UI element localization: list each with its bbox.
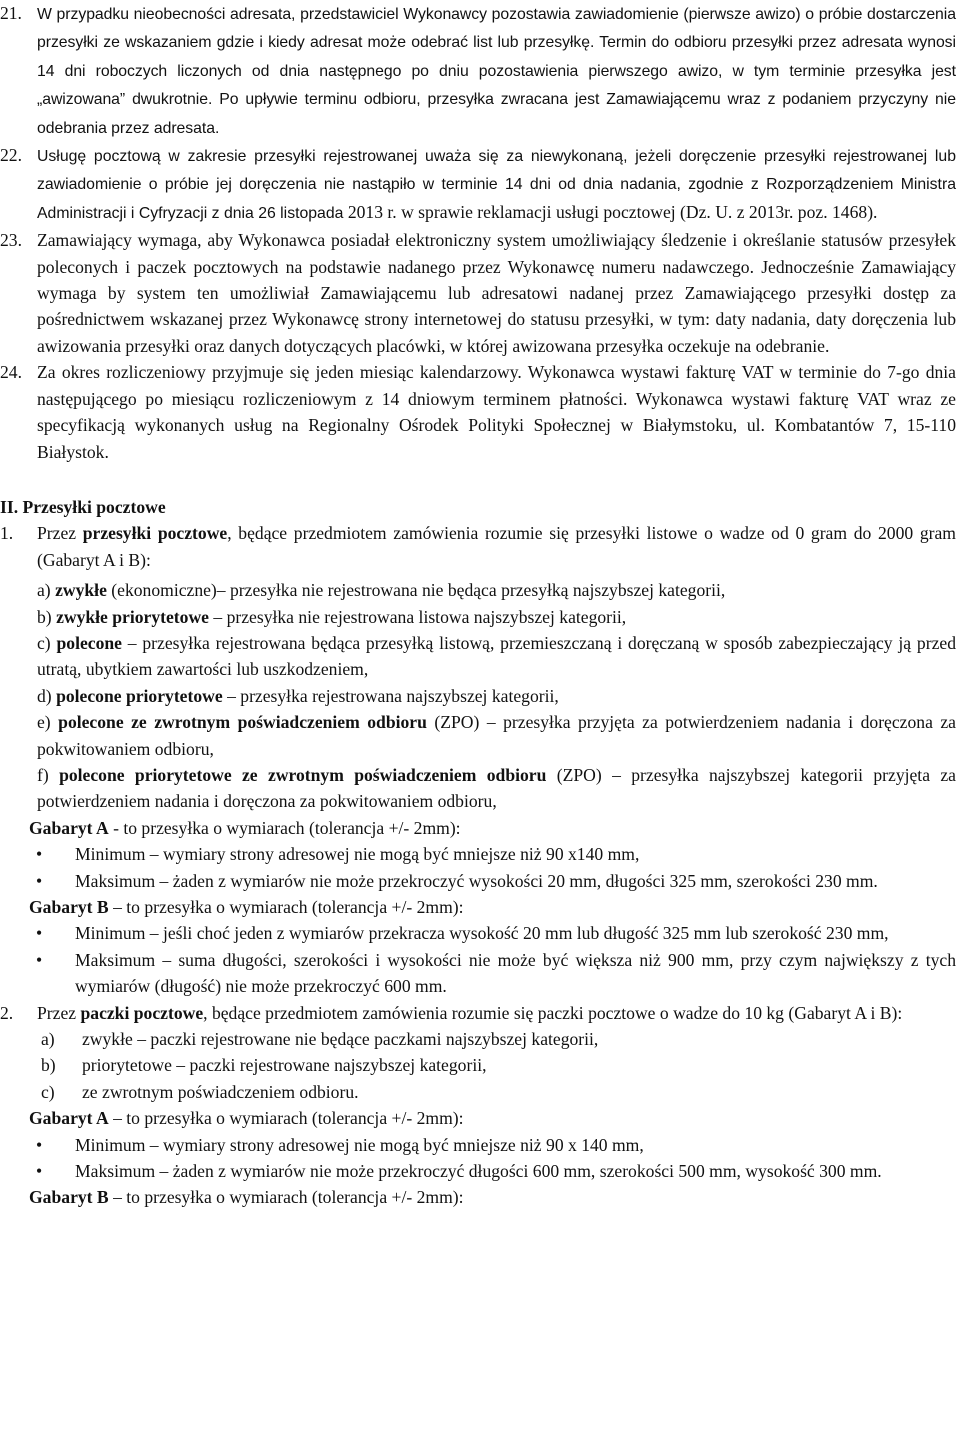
paragraph-2 bbox=[0, 1000, 956, 1026]
bold-term: paczki pocztowe bbox=[80, 1002, 204, 1023]
clause-number: 21. bbox=[0, 3, 22, 23]
text: - to przesyłka o wymiarach (tolerancja +/- 2mm): bbox=[108, 817, 461, 838]
bold-term: polecone bbox=[56, 632, 122, 653]
paragraph-number: 2. bbox=[0, 1002, 14, 1023]
item-label: f) bbox=[37, 764, 60, 785]
item-label: e) bbox=[37, 712, 59, 733]
item-text: (ZPO) – przesyłka najszybszej kategorii przyjęta za potwierdzeniem nadania i doręczona za pokwitowaniem odbioru, bbox=[37, 764, 956, 812]
clause-number: 24. bbox=[0, 362, 22, 383]
bold-term: Gabaryt A bbox=[29, 1108, 109, 1129]
item-label: d) bbox=[37, 685, 57, 706]
bold-term: Gabaryt B bbox=[29, 897, 109, 917]
item-text: zwykłe – paczki rejestrowane nie będące paczkami najszybszej kategorii, bbox=[82, 1029, 599, 1050]
clause-text: Usługę pocztową w zakresie przesyłki rejestrowanej uważa się za niewykonaną, jeżeli doręczenie przesyłki rejestrowanej lub zawiadomienie o próbie jej doręczenia nie nastąpiło w terminie 14 dni od dnia nadania, zgodnie z Rozporządzeniem Ministra Administracji i Cyfryzacji z dnia 26 listopada bbox=[37, 148, 956, 222]
text: Przez bbox=[37, 523, 83, 544]
item-label: b) bbox=[41, 1055, 56, 1076]
parcel-gabaryt-b-heading bbox=[0, 1184, 956, 1210]
item-f bbox=[0, 762, 956, 815]
item-text: – przesyłka rejestrowana najszybszej kategorii, bbox=[222, 685, 559, 706]
clause-text: Zamawiający wymaga, aby Wykonawca posiadał elektroniczny system umożliwiający śledzenie i określanie statusów przesyłek poleconych i paczek pocztowych na podstawie nadanego przez Wykonawcę numeru nadawczego. Jednocześnie Zamawiający wymaga by system ten umożliwiał Zamawiającemu lub adresatowi nadanej przez Zamawiającego przesyłki dostęp za pośrednictwem wskazanej przez Wykonawcę strony internetowej do statusu przesyłki, w tym: daty nadania, daty doręczenia lub awizowania przesyłki oraz danych dotyczących placówki, w której awizowana przesyłka oczekuje na odebranie. bbox=[37, 230, 956, 356]
clause-number: 23. bbox=[0, 230, 22, 251]
clause-text-cont: 2013 r. w sprawie reklamacji usługi pocztowej (Dz. U. z 2013r. poz. 1468). bbox=[347, 201, 878, 222]
bullet-icon: • bbox=[36, 923, 43, 944]
list-item-text: Minimum – wymiary strony adresowej nie mogą być mniejsze niż 90 x140 mm, bbox=[75, 844, 640, 865]
item-text: priorytetowe – paczki rejestrowane najszybszej kategorii, bbox=[82, 1055, 487, 1076]
list-item bbox=[37, 1026, 956, 1052]
clause-text: W przypadku nieobecności adresata, przedstawiciel Wykonawcy pozostawia zawiadomienie (pierwsze awizo) o próbie dostarczenia przesyłki ze wskazaniem gdzie i kiedy adresat może odebrać list lub przesyłkę. Termin do odbioru przesyłki przez adresata wynosi 14 dni roboczych liczonych od dnia następnego po dniu pozostawienia pierwszego awizo, w tym terminie przesyłka jest „awizowana” dwukrotnie. Po upływie terminu odbioru, przesyłka zwracana jest Zamawiającemu wraz z podaniem przyczyny nie odebrania przez adresata. bbox=[37, 6, 956, 137]
list-item bbox=[37, 1052, 956, 1078]
item-text: – przesyłka nie rejestrowana listowa najszybszej kategorii, bbox=[208, 606, 627, 627]
bullet-icon: • bbox=[36, 870, 43, 891]
bullet-icon: • bbox=[36, 1134, 43, 1155]
clause-23 bbox=[0, 227, 956, 359]
list-item bbox=[36, 1132, 956, 1158]
list-item-text: Maksimum – suma długości, szerokości i wysokości nie może być większa niż 900 mm, przy czym największy z tych wymiarów (długość) nie może przekroczyć 600 mm. bbox=[75, 949, 956, 997]
list-item bbox=[36, 868, 956, 894]
item-text: (ZPO) – przesyłka przyjęta za potwierdzeniem nadania i doręczona za pokwitowaniem odbioru, bbox=[37, 712, 956, 759]
item-text: (ekonomiczne)– przesyłka nie rejestrowana nie będąca przesyłką najszybszej kategorii, bbox=[106, 580, 726, 601]
text: – to przesyłka o wymiarach (tolerancja +/- 2mm): bbox=[108, 1187, 464, 1208]
clause-21 bbox=[0, 0, 956, 142]
item-d bbox=[0, 683, 956, 709]
bullet-icon: • bbox=[36, 844, 43, 865]
list-item bbox=[36, 841, 956, 867]
clause-22 bbox=[0, 142, 956, 227]
gabaryt-b-list bbox=[0, 920, 956, 999]
text: Przez bbox=[37, 1002, 81, 1023]
bold-term: Gabaryt A bbox=[29, 817, 109, 838]
parcel-gabaryt-a-list bbox=[0, 1132, 956, 1185]
clause-number: 22. bbox=[0, 145, 22, 166]
item-label: c) bbox=[41, 1081, 55, 1102]
text: , będące przedmiotem zamówienia rozumie się przesyłki listowe o wadze od 0 gram do 2000 gram (Gabaryt A i B): bbox=[37, 523, 956, 570]
item-label: c) bbox=[37, 632, 57, 653]
paragraph-1 bbox=[0, 520, 956, 573]
gabaryt-b-heading bbox=[0, 894, 956, 920]
clause-text: Za okres rozliczeniowy przyjmuje się jeden miesiąc kalendarzowy. Wykonawca wystawi fakturę VAT w terminie do 7-go dnia następującego po miesiącu rozliczeniowym z 14 dniowym terminem płatności. Wykonawca wystawi fakturę VAT wraz ze specyfikacją wykonanych usług na Regionalny Ośrodek Polityki Społecznej w Białymstoku, ul. Kombatantów 7, 15-110 Białystok. bbox=[37, 362, 956, 462]
section-heading: II. Przesyłki pocztowe bbox=[0, 496, 166, 517]
item-c bbox=[0, 630, 956, 683]
clause-24 bbox=[0, 359, 956, 465]
paragraph-number: 1. bbox=[0, 523, 14, 544]
bold-term: Gabaryt B bbox=[29, 1187, 109, 1208]
list-item-text: Maksimum – żaden z wymiarów nie może przekroczyć długości 600 mm, szerokości 500 mm, wysokość 300 mm. bbox=[75, 1161, 882, 1182]
bold-term: przesyłki pocztowe bbox=[82, 523, 228, 544]
bold-term: polecone priorytetowe bbox=[56, 685, 223, 706]
list-item bbox=[36, 920, 956, 946]
text: – to przesyłka o wymiarach (tolerancja +/- 2mm): bbox=[108, 897, 464, 917]
item-a bbox=[0, 577, 956, 603]
bold-term: zwykłe priorytetowe bbox=[56, 606, 209, 627]
parcel-gabaryt-a-heading bbox=[0, 1105, 956, 1131]
item-text: – przesyłka rejestrowana będąca przesyłką listową, przemieszczaną i doręczaną w sposób zabezpieczający ją przed utratą, ubytkiem zawartości lub uszkodzeniem, bbox=[37, 632, 956, 680]
gabaryt-a-list bbox=[0, 841, 956, 894]
list-item bbox=[36, 1158, 956, 1184]
item-b bbox=[0, 604, 956, 630]
item-label: b) bbox=[37, 606, 57, 627]
bullet-icon: • bbox=[36, 949, 43, 970]
item-label: a) bbox=[37, 580, 56, 601]
bold-term: polecone priorytetowe ze zwrotnym poświadczeniem odbioru bbox=[59, 764, 547, 785]
item-text: ze zwrotnym poświadczeniem odbioru. bbox=[82, 1081, 359, 1102]
list-item bbox=[36, 947, 956, 1000]
bold-term: zwykłe bbox=[55, 580, 107, 601]
gabaryt-a-heading bbox=[0, 815, 956, 841]
list-item bbox=[37, 1079, 956, 1105]
item-e bbox=[0, 709, 956, 762]
bold-term: polecone ze zwrotnym poświadczeniem odbioru bbox=[58, 712, 427, 733]
list-item-text: Maksimum – żaden z wymiarów nie może przekroczyć wysokości 20 mm, długości 325 mm, szerokości 230 mm. bbox=[75, 870, 878, 891]
parcel-types-list bbox=[0, 1026, 956, 1105]
bullet-icon: • bbox=[36, 1161, 43, 1182]
item-label: a) bbox=[41, 1029, 55, 1050]
list-item-text: Minimum – wymiary strony adresowej nie mogą być mniejsze niż 90 x 140 mm, bbox=[75, 1134, 644, 1155]
text: – to przesyłka o wymiarach (tolerancja +/- 2mm): bbox=[108, 1108, 464, 1129]
text: , będące przedmiotem zamówienia rozumie się paczki pocztowe o wadze do 10 kg (Gabaryt A i B): bbox=[203, 1002, 903, 1023]
list-item-text: Minimum – jeśli choć jeden z wymiarów przekracza wysokość 20 mm lub długość 325 mm lub szerokość 230 mm, bbox=[75, 923, 889, 944]
